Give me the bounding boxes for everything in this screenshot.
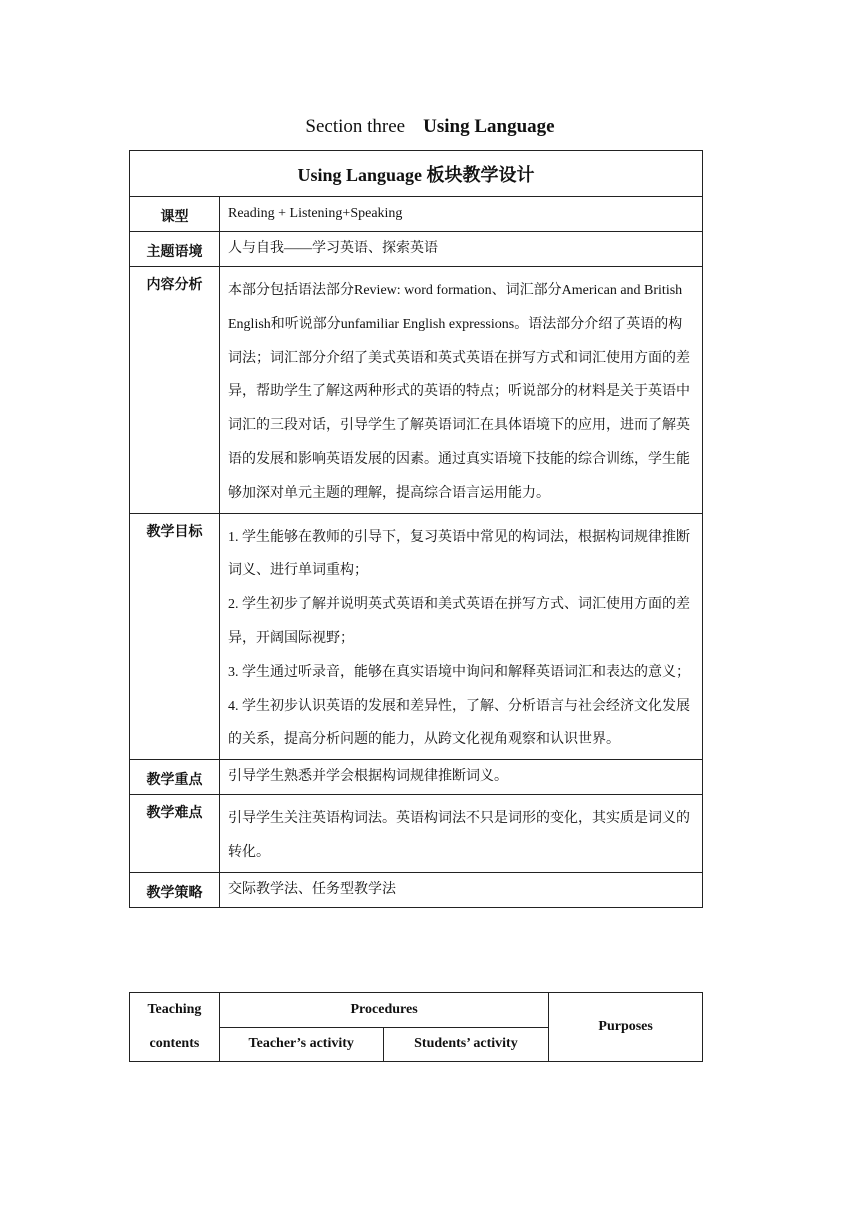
table-row-lesson-type (130, 197, 703, 232)
objective-item: 2. 学生初步了解并说明英式英语和美式英语在拼写方式、词汇使用方面的差异，开阔国际视野； (228, 597, 690, 646)
row-content (220, 267, 703, 514)
row-label: 内容分析 (130, 267, 220, 514)
table-row-key-points (130, 760, 703, 795)
row-content: 引导学生熟悉并学会根据构词规律推断词义。 (220, 760, 703, 795)
section-title: Using Language (423, 116, 555, 137)
row-label: 教学难点 (130, 795, 220, 873)
procedures-table (129, 992, 703, 1062)
table-row-theme-context (130, 232, 703, 267)
teaching-contents-header (130, 993, 220, 1062)
content-paragraph: 本部分包括语法部分Review: word formation、词汇部分American and British English和听说部分unfamiliar English expressions。语法部分介绍了英语的构词法；词汇部分介绍了美式英语和英式英语在拼写方式和词汇使用方面的差异，帮助学生了解这两种形式的英语的特点；听说部分的材料是关于英语中词汇的三段对话，引导学生了解英语词汇在具体语境下的应用，进而了解英语的发展和影响英语发展的因素。通过真实语境下技能的综合训练，学生能够加深对单元主题的理解，提高综合语言运用能力。 (228, 283, 690, 501)
table-row-content-analysis (130, 267, 703, 514)
row-label: 主题语境 (130, 232, 220, 267)
row-content (220, 513, 703, 760)
teaching-contents-line: Teaching (147, 1002, 202, 1017)
row-content: 人与自我——学习英语、探索英语 (220, 232, 703, 267)
objective-item: 1. 学生能够在教师的引导下，复习英语中常见的构词法，根据构词规律推断词义、进行单词重构； (228, 529, 690, 579)
objective-item: 4. 学生初步认识英语的发展和差异性，了解、分析语言与社会经济文化发展的关系，提高分析问题的能力，从跨文化视角观察和认识世界。 (228, 698, 690, 748)
row-content: Reading + Listening+Speaking (220, 197, 703, 232)
row-label: 课型 (130, 197, 220, 232)
purposes-header: Purposes (549, 993, 703, 1062)
row-label: 教学重点 (130, 760, 220, 795)
row-label: 教学目标 (130, 513, 220, 760)
lesson-design-table (129, 150, 703, 908)
table-row-teaching-objectives (130, 513, 703, 760)
table-row-teaching-strategy (130, 872, 703, 907)
table-row-difficult-points (130, 795, 703, 873)
table-title-row (130, 151, 703, 197)
procedures-header: Procedures (219, 993, 548, 1028)
row-label: 教学策略 (130, 872, 220, 907)
teaching-contents-line: contents (149, 1036, 200, 1051)
section-heading (0, 114, 860, 140)
section-label: Section three (305, 116, 406, 137)
procedures-header-row (130, 993, 703, 1028)
objective-item: 3. 学生通过听录音，能够在真实语境中询问和解释英语词汇和表达的意义； (228, 664, 690, 680)
teacher-activity-header: Teacher’s activity (219, 1027, 383, 1062)
row-content: 引导学生关注英语构词法。英语构词法不只是词形的变化，其实质是词义的转化。 (220, 795, 703, 873)
table-title: Using Language 板块教学设计 (130, 151, 703, 197)
row-content: 交际教学法、任务型教学法 (220, 872, 703, 907)
students-activity-header: Students’ activity (383, 1027, 549, 1062)
